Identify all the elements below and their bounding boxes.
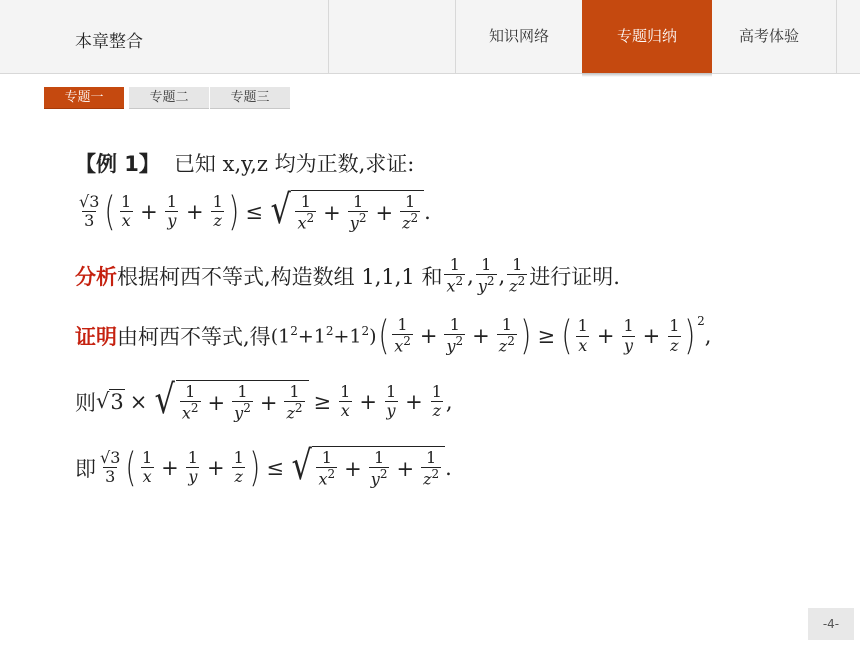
proof-label: 证明 xyxy=(75,325,117,350)
subtab-topic-3[interactable]: 专题三 xyxy=(210,87,290,109)
tab-knowledge-network[interactable]: 知识网络 xyxy=(488,27,549,45)
proof-line-3: 即 $\frac{√3}{3}$ ( $\frac{1}{x}$ + $\frac{1}{y}$ + $\frac{1}{z}$ ) ≤ √ $\frac{1}{x^2}$ + $\frac{1}{y^2}$ + $\frac{1}{z^2}$ . xyxy=(75,443,452,491)
analysis-line: 分析 根据柯西不等式,构造数组 1,1,1 和 $\frac{1}{x^2}$ , $\frac{1}{y^2}$ , $\frac{1}{z^2}$ 进行证明. xyxy=(75,255,620,296)
subtab-topic-2[interactable]: 专题二 xyxy=(129,87,209,109)
proof-line-1: 证明 由柯西不等式,得 $(1^2+1^2+1^2)$ ( $\frac{1}{x^2}$ + $\frac{1}{y^2}$ + $\frac{1}{z^2}$ ) ≥ ( $\frac{1}{x}$ + $\frac{1}{y}$ + $\frac{1}{z}$ ) $^2$ , xyxy=(75,313,712,360)
chapter-title: 本章整合 xyxy=(75,32,143,52)
formula-to-prove: $\frac{√3}{3}$ ( $\frac{1}{x}$ + $\frac{1}{y}$ + $\frac{1}{z}$ ) ≤ √ $\frac{1}{x^2}$ + $\frac{1}{y^2}$ + $\frac{1}{z^2}$ . xyxy=(79,187,431,235)
example-heading-line xyxy=(75,148,414,178)
tab-exam-experience[interactable]: 高考体验 xyxy=(738,27,799,45)
proof-line-2: 则 √ 3 × √ $\frac{1}{x^2}$ + $\frac{1}{y^2}$ + $\frac{1}{z^2}$ ≥ $\frac{1}{x}$ + $\frac{1}{y}$ + $\frac{1}{z}$ , xyxy=(75,377,453,423)
header-divider xyxy=(836,0,837,73)
analysis-label: 分析 xyxy=(75,265,117,290)
analysis-text: 根据柯西不等式,构造数组 1,1,1 和 xyxy=(117,265,443,290)
active-tab-shadow xyxy=(582,73,712,77)
proof-line2-prefix: 则 xyxy=(75,390,96,415)
subtab-topic-1[interactable]: 专题一 xyxy=(44,87,124,109)
tab-topic-summary[interactable]: 专题归纳 xyxy=(582,0,712,75)
header-bar xyxy=(0,0,860,74)
analysis-text-end: 进行证明. xyxy=(529,265,620,290)
header-divider xyxy=(328,0,329,73)
example-label: 【例 1】 xyxy=(75,152,160,176)
example-statement: 已知 x,y,z 均为正数,求证: xyxy=(173,152,415,176)
page-number: -4- xyxy=(808,608,854,640)
proof-line3-prefix: 即 xyxy=(75,456,96,481)
proof-text: 由柯西不等式,得 xyxy=(117,325,271,350)
